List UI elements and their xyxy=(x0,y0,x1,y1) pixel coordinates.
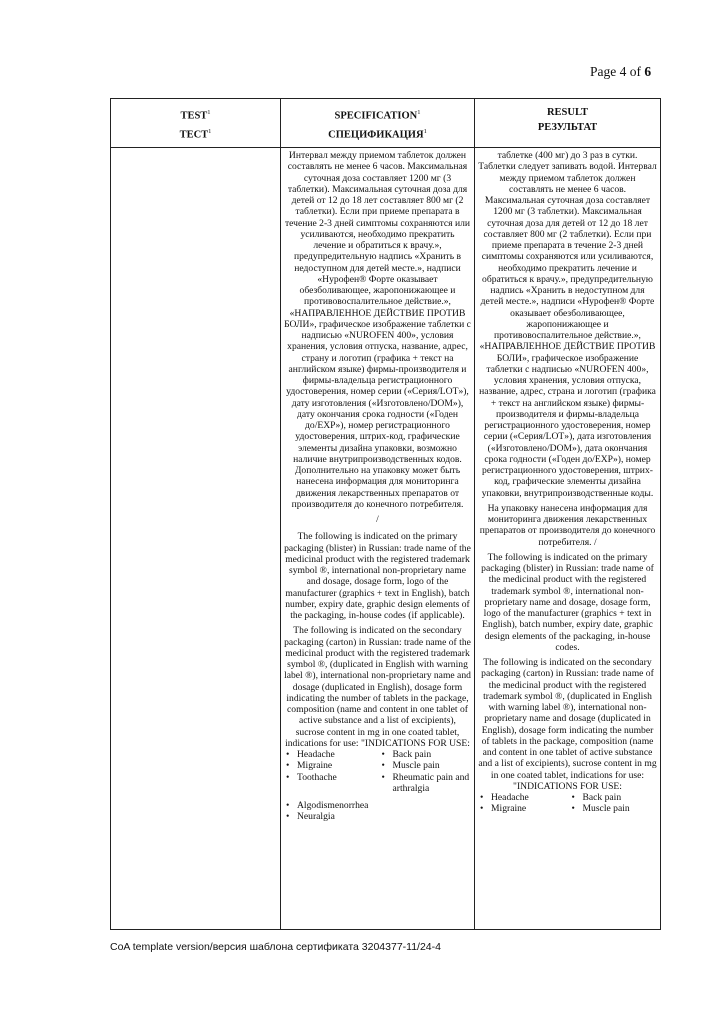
list-item: • Headache xyxy=(478,792,566,803)
list-item: • Toothache xyxy=(284,772,376,783)
spec-indications-tail xyxy=(284,800,471,823)
result-ru-monitoring: На упаковку нанесена информация для мониторинга движения лекарственных препаратов от производителя до конечного потребителя. / xyxy=(479,502,656,548)
result-cell xyxy=(475,148,661,930)
test-cell xyxy=(111,148,281,930)
list-item: • Neuralgia xyxy=(284,811,471,822)
list-item: • Muscle pain xyxy=(380,760,472,771)
header-test: TEST$^1$ ТЕСТ$^1$ xyxy=(111,99,281,148)
list-item: • Migraine xyxy=(478,803,566,814)
coa-table xyxy=(110,98,661,930)
result-indications-list xyxy=(478,792,657,815)
list-item: • Back pain xyxy=(380,749,472,760)
template-version-footer: CoA template version/версия шаблона сертификата 3204377-11/24-4 xyxy=(110,941,441,953)
table-row xyxy=(111,148,661,930)
spec-indications-list xyxy=(284,749,471,794)
result-en-primary: The following is indicated on the primary packaging (blister) in Russian: trade name of the medicinal product with the registered trademark symbol ®, international non-proprietary name and dosage, dosage form, logo of the manufacturer (graphics + text in English), batch number, expiry date, graphic design elements of the packaging, in-house codes. xyxy=(481,551,654,653)
list-item: • Back pain xyxy=(570,792,658,803)
spec-en-secondary: The following is indicated on the secondary packaging (carton) in Russian: trade name of the medicinal product with the registered trademark symbol ®, (duplicated in English with warning label ®), international non-proprietary name and dosage (duplicated in English), dosage form indicating the number of tablets in the package, composition (name and content in one tablet of active substance and a list of excipients), sucrose content in mg in one coated tablet, indications for use: "INDICATIONS FOR USE: xyxy=(284,625,471,749)
list-item: • Algodismenorrhea xyxy=(284,800,471,811)
spec-ru-text: Интервал между приемом таблеток должен составлять не менее 6 часов. Максимальная суточная доза составляет 1200 мг (3 таблетки). Максимальная суточная доза для детей от 12 до 18 лет составляет 800 мг (2 таблетки). Если при приеме препарата в течение 2-3 дней симптомы сохраняются или усиливаются, необходимо прекратить лечение и обратиться к врачу.», предупредительную надпись «Хранить в недоступном для детей месте.», надписи «Нурофен® Форте оказывает обезболивающее, жаропонижающее и противовоспалительное действие.», «НАПРАВЛЕННОЕ ДЕЙСТВИЕ ПРОТИВ БОЛИ», графическое изображение таблетки с надписью «NUROFEN 400», условия хранения, условия отпуска, название, адрес, страну и логотип (графика + текст на английском языке) фирмы-производителя и фирмы-владельца регистрационного удостоверения, номер серии («Серия/LOT»), дату изготовления («Изготовлено/DOM»), дату окончания срока годности («Годен до/EXP»), номер регистрационного удостоверения, штрих-код, графические элементы дизайна упаковки, возможно наличие внутрипроизводственных кодов. Дополнительно на упаковку может быть нанесена информация для мониторинга движения лекарственных препаратов от производителя до конечного потребителя. xyxy=(284,150,471,510)
table-header-row xyxy=(111,99,661,148)
header-specification: SPECIFICATION$^1$ СПЕЦИФИКАЦИЯ$^1$ xyxy=(281,99,475,148)
spec-en-primary: The following is indicated on the primary packaging (blister) in Russian: trade name of the medicinal product with the registered trademark symbol ®, international non-proprietary name and dosage, dosage form, logo of the manufacturer (graphics + text in English), batch number, expiry date, graphic design elements of the packaging, in-house codes (if applicable). xyxy=(284,531,471,621)
result-ru-text: таблетке (400 мг) до 3 раз в сутки. Таблетки следует запивать водой. Интервал между приемом таблеток должен составлять не менее 6 часов. Максимальная суточная доза составляет 1200 мг (3 таблетки). Максимальная суточная доза для детей от 12 до 18 лет составляет 800 мг (2 таблетки). Если при приеме препарата в течение 2-3 дней симптомы сохраняются или усиливаются, необходимо прекратить лечение и обратиться к врачу.», предупредительную надпись «Хранить в недоступном для детей месте.», надписи «Нурофен® Форте оказывает обезболивающее, жаропонижающее и противовоспалительное действие.», «НАПРАВЛЕННОЕ ДЕЙСТВИЕ ПРОТИВ БОЛИ», графическое изображение таблетки с надписью «NUROFEN 400», условия хранения, условия отпуска, название, адрес, страна и логотип (графика + текст на английском языке) фирмы-производителя и фирмы-владельца регистрационного удостоверения, номер серии («Серия/LOT»), дата изготовления («Изготовлено/DOM»), дата окончания срока годности («Годен до/EXP»), номер регистрационного удостоверения, штрих-код, графические элементы дизайна упаковки, внутрипроизводственные коды. xyxy=(478,150,657,499)
list-item: • Headache xyxy=(284,749,376,760)
spec-slash: / xyxy=(376,514,379,525)
list-item: • Rheumatic pain and arthralgia xyxy=(380,772,472,795)
specification-cell xyxy=(281,148,475,930)
header-result: RESULT РЕЗУЛЬТАТ xyxy=(475,99,661,148)
page-number: Page 4 of 6 xyxy=(590,64,652,79)
page-total: 6 xyxy=(644,64,652,79)
list-item: • Muscle pain xyxy=(570,803,658,814)
result-en-secondary: The following is indicated on the secondary packaging (carton) in Russian: trade name of the medicinal product with the registered trademark symbol ®, (duplicated in English with warning label ®), international non-proprietary name and dosage (duplicated in English), dosage form indicating the number of tablets in the package, composition (name and content in one tablet of active substance and a list of excipients), sucrose content in mg in one coated tablet, indications for use: "INDICATIONS FOR USE: xyxy=(478,657,657,792)
list-item: • Migraine xyxy=(284,760,376,771)
